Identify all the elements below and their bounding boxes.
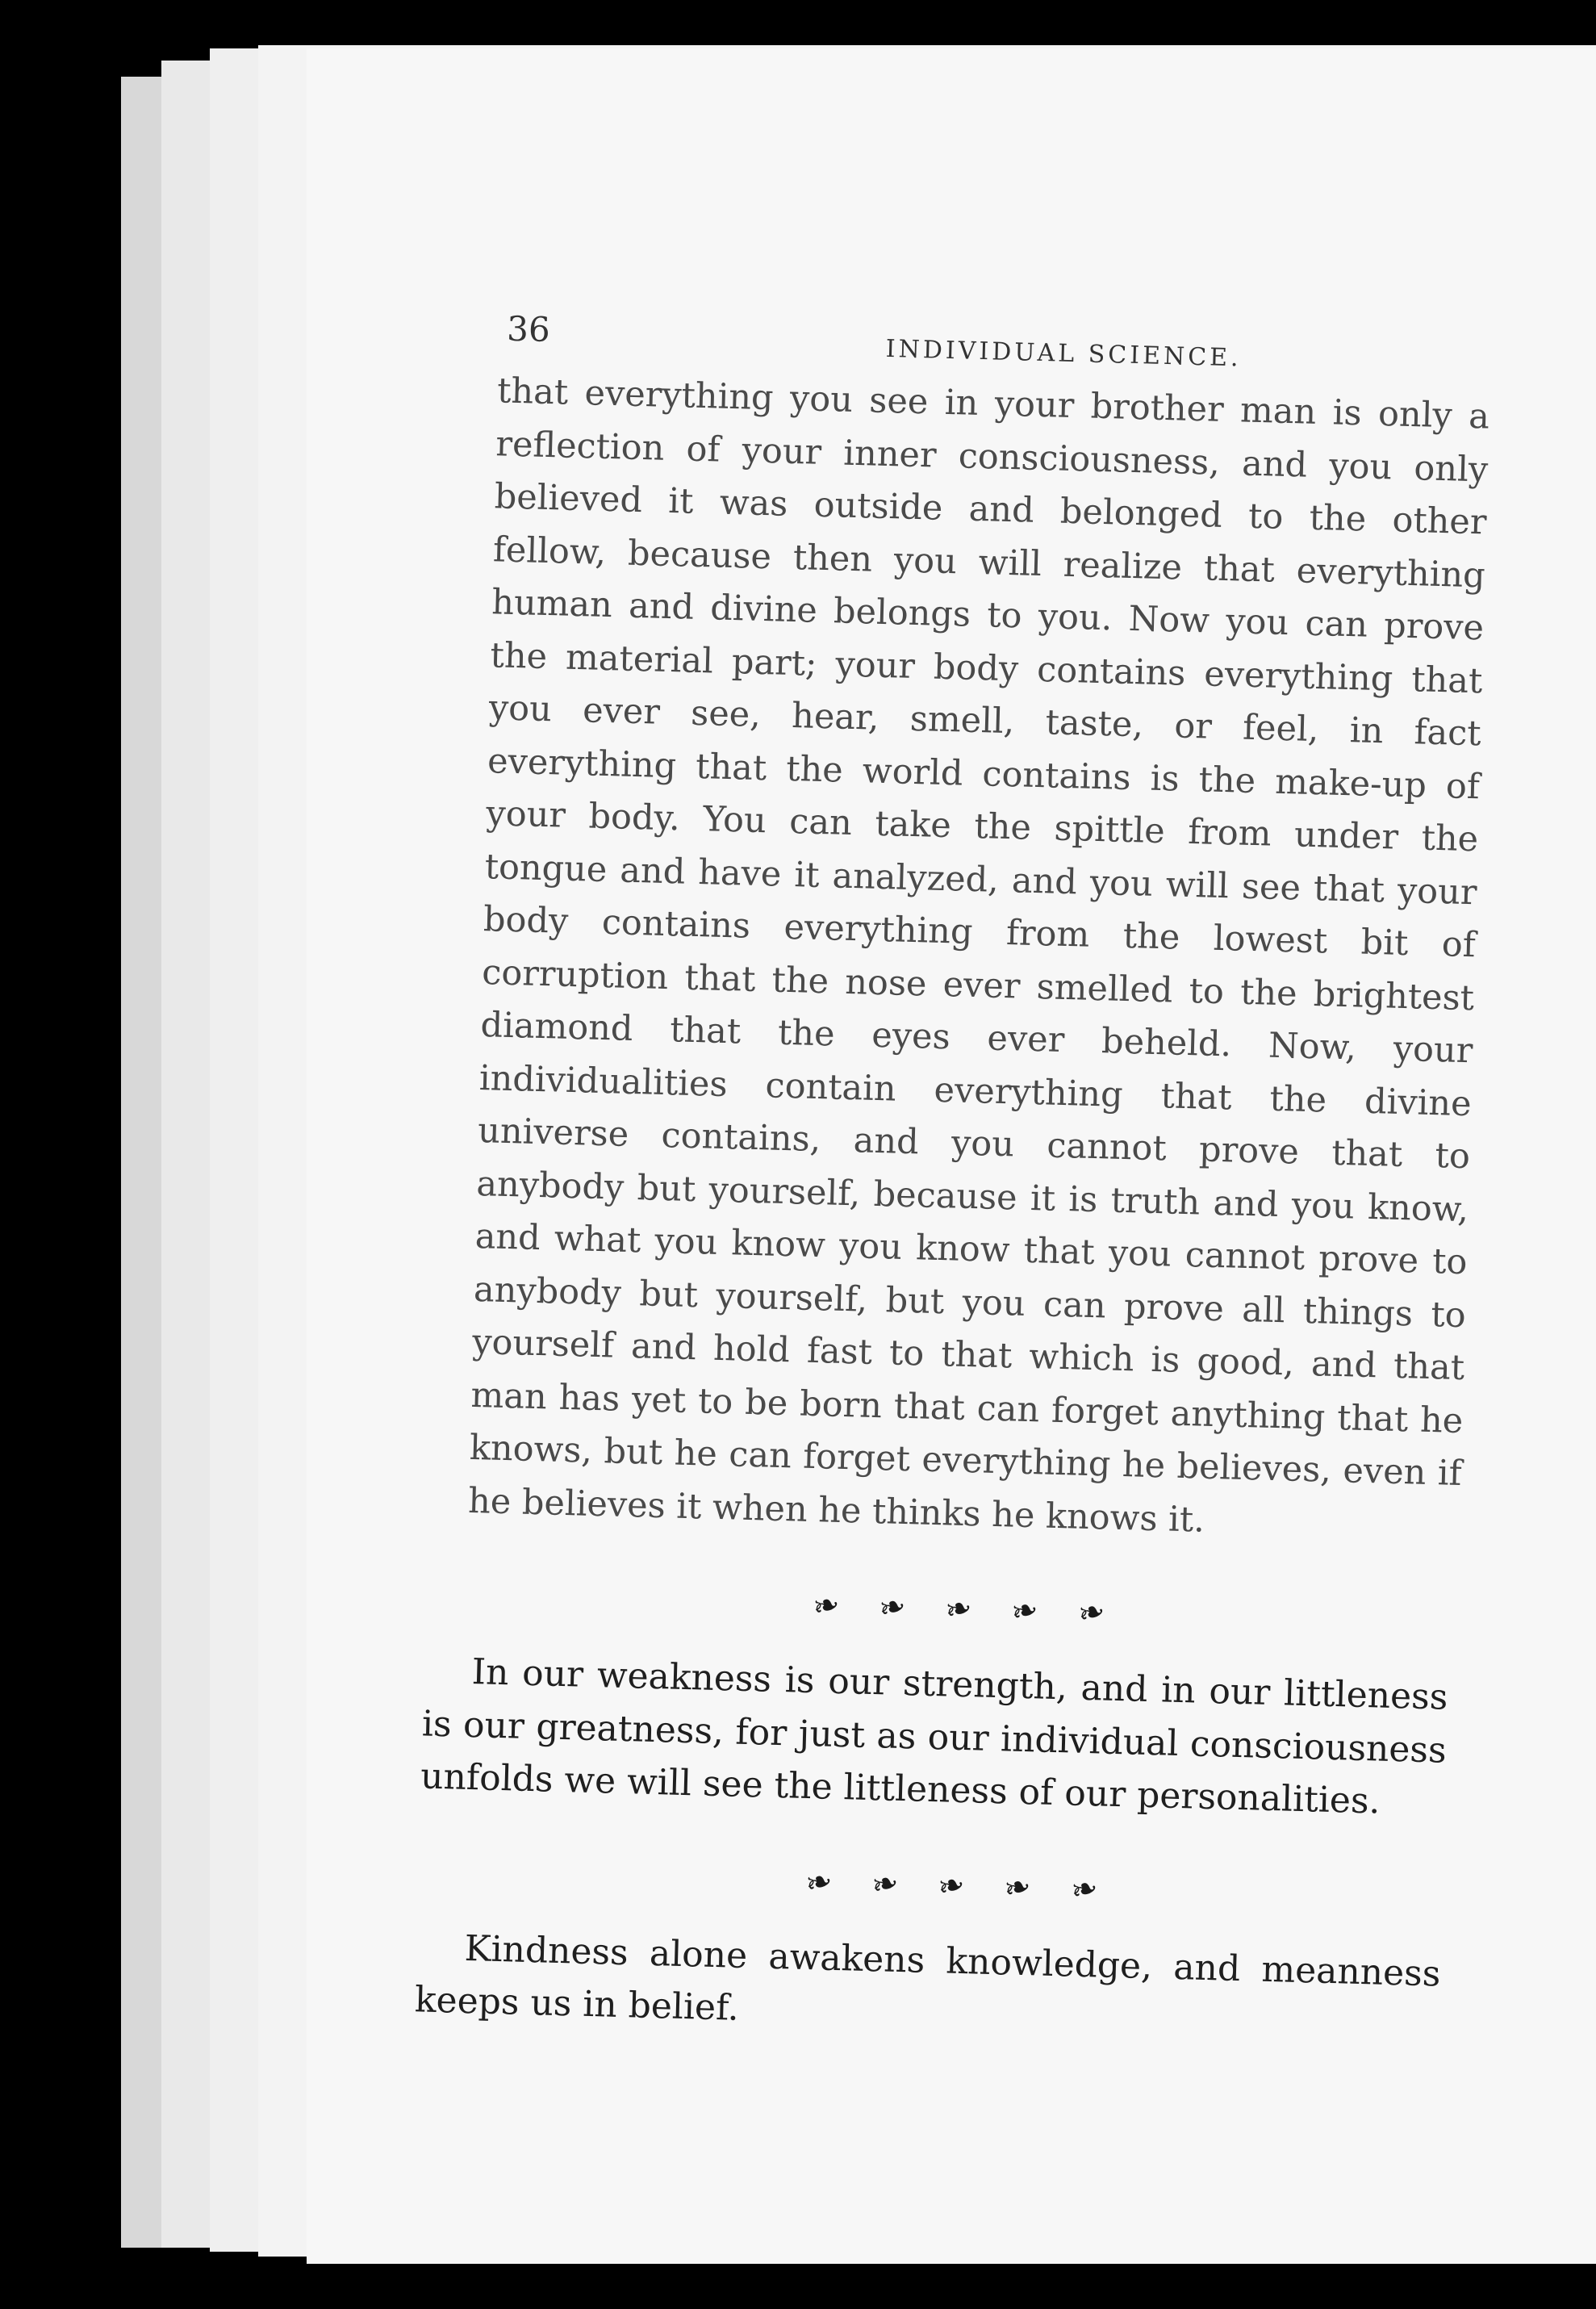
page-content <box>382 274 1508 2054</box>
ornament-divider <box>450 1852 1468 1916</box>
leaf-ornament-icon: ❧ <box>941 1584 991 1631</box>
leaf-ornament-icon: ❧ <box>867 1859 917 1905</box>
leaf-ornament-icon: ❧ <box>801 1857 851 1904</box>
leaf-ornament-icon: ❧ <box>808 1581 858 1628</box>
aphorism-paragraph <box>414 1921 1441 2053</box>
leaf-ornament-icon: ❧ <box>1067 1864 1116 1911</box>
leaf-ornament-icon: ❧ <box>934 1861 984 1907</box>
running-title: INDIVIDUAL SCIENCE. <box>885 334 1243 373</box>
ornament-divider <box>457 1576 1475 1640</box>
leaf-ornament-icon: ❧ <box>1073 1587 1123 1634</box>
body-paragraph: that everything you see in your brother man is only a reflection of your inner consciousness, and you only believed it was outside and belonged to the other fellow, because then you will realize that everything human and divine belongs to you. Now you can prove the material part; your body contains everything that you ever see, hear, smell, taste, or feel, in fact everything that the world contains is the make-up of your body. You can take the spittle from under the tongue and have it analyzed, and you will see that your body contains everything from the lowest bit of corruption that the nose ever smelled to the brightest diamond that the eyes ever beheld. Now, your individualities contain everything that the divine universe contains, and you cannot prove that to anybody but yourself, because it is truth and you know, and what you know you know that you cannot prove to anybody but yourself, but you can prove all things to yourself and hold fast to that which is good, and that man has yet to be born that can forget anything that he knows, but he can forget everything he believes, even if he believes it when he thinks he knows it. <box>467 370 1490 1541</box>
leaf-ornament-icon: ❧ <box>1007 1586 1057 1633</box>
leaf-ornament-icon: ❧ <box>875 1583 925 1629</box>
page-number: 36 <box>506 308 551 349</box>
leaf-ornament-icon: ❧ <box>1000 1863 1050 1909</box>
aphorism-text: Kindness alone awakens knowledge, and meanness keeps us in belief. <box>414 1927 1441 2029</box>
aphorism-text: In our weakness is our strength, and in our littleness is our greatness, for just as our individual consciousness unfolds we will see the littleness of our personalities. <box>420 1651 1448 1822</box>
book-page <box>307 48 1596 2264</box>
aphorism-paragraph <box>420 1644 1448 1830</box>
